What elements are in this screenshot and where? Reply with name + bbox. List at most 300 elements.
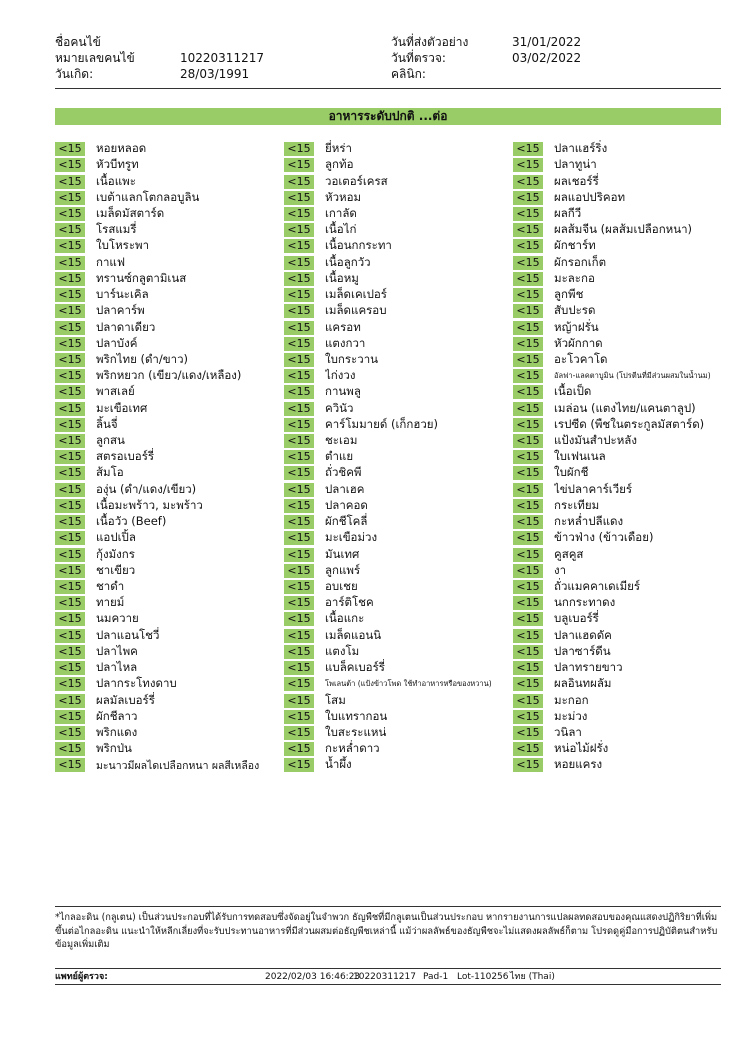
food-name: ส้มโอ [96, 465, 124, 480]
result-badge: <15 [55, 661, 85, 675]
food-row [55, 482, 280, 498]
result-badge: <15 [284, 612, 314, 626]
food-name: เนื้อแกะ [325, 611, 365, 626]
patient-name-label: ชื่อคนไข้ [55, 35, 101, 49]
result-badge: <15 [284, 239, 314, 253]
result-badge: <15 [284, 466, 314, 480]
food-name: ถั่วแมคคาเดเมียร์ [554, 579, 641, 594]
food-row [284, 401, 509, 417]
result-badge: <15 [55, 694, 85, 708]
food-name: ข้าวฟ่าง (ข้าวเดือย) [554, 530, 654, 545]
food-name: ปลาทรายขาว [554, 660, 623, 675]
food-row [513, 514, 728, 530]
food-row [513, 725, 728, 741]
food-name: ไก่งวง [325, 368, 356, 383]
food-row [55, 271, 280, 287]
food-name: หัวหอม [325, 189, 362, 204]
result-badge: <15 [513, 272, 543, 286]
result-badge: <15 [55, 239, 85, 253]
food-name: แครอท [325, 319, 361, 334]
result-badge: <15 [284, 256, 314, 270]
result-badge: <15 [284, 645, 314, 659]
food-row [513, 757, 728, 773]
result-badge: <15 [284, 629, 314, 643]
result-badge: <15 [513, 175, 543, 189]
food-name: งา [554, 562, 567, 577]
food-row [284, 417, 509, 433]
food-row [284, 725, 509, 741]
food-name: ผลเชอร์รี่ [554, 173, 599, 188]
food-name: ผลกีวี [554, 205, 582, 220]
result-badge: <15 [513, 596, 543, 610]
food-row [284, 368, 509, 384]
food-row [284, 644, 509, 660]
food-row [284, 628, 509, 644]
result-badge: <15 [284, 369, 314, 383]
food-name: ผลมัลเบอร์รี่ [96, 692, 155, 707]
food-row [55, 465, 280, 481]
food-row [513, 238, 728, 254]
food-row [284, 595, 509, 611]
food-name: หอยหลอด [96, 141, 147, 156]
food-row [55, 692, 280, 708]
food-name: ใบแทรากอน [325, 708, 388, 723]
result-badge: <15 [55, 499, 85, 513]
food-name: เนื้อนกกระทา [325, 238, 392, 253]
result-badge: <15 [284, 515, 314, 529]
food-row [513, 255, 728, 271]
food-name: ปลาแอนโชวี่ [96, 627, 160, 642]
result-badge: <15 [55, 483, 85, 497]
result-badge: <15 [55, 629, 85, 643]
food-row [513, 336, 728, 352]
food-name: ตำแย [325, 449, 354, 464]
result-badge: <15 [284, 321, 314, 335]
result-badge: <15 [55, 564, 85, 578]
result-badge: <15 [284, 661, 314, 675]
food-name: ยี่หร่า [325, 141, 352, 156]
dob-value: 28/03/1991 [180, 67, 250, 81]
food-row [513, 628, 728, 644]
food-name: พริกหยวก (เขียว/แดง/เหลือง) [96, 368, 242, 383]
food-name: เนื้อวัว (Beef) [96, 514, 167, 529]
food-name: ลูกสน [96, 433, 125, 448]
food-name: สตรอเบอร์รี่ [96, 449, 155, 464]
food-row [284, 498, 509, 514]
food-row [284, 676, 509, 692]
food-name: สับปะรด [554, 303, 596, 318]
result-badge: <15 [284, 272, 314, 286]
food-row [284, 336, 509, 352]
food-name: มะละกอ [554, 270, 595, 285]
result-badge: <15 [55, 726, 85, 740]
footnote: *ไกลอะดิน (กลูเตน) เป็นส่วนประกอบที่ได้รับการทดสอบซึ่งจัดอยู่ในจำพวก ธัญพืชที่มีกลูเตนเป็นส่วนประกอบ หากรายงานการแปลผลทดสอบของคุณแสดงปฏิกิริยาที่เพิ่มขึ้นต่อไกลอะดิน แนะนำให้หลีกเลี่ยงที่จะรับประทานอาหารที่มีส่วนผสมต่อธัญพืชเหล่านี้ แม้ว่าผลลัพธ์ของธัญพืชจะไม่แสดงผลลัพธ์ก็ตาม โปรดดูคู่มือการปฏิบัติตนสำหรับข้อมูลเพิ่มเติม [55, 912, 718, 950]
result-badge: <15 [513, 158, 543, 172]
result-badge: <15 [55, 402, 85, 416]
food-row [513, 287, 728, 303]
result-badge: <15 [55, 272, 85, 286]
food-row [55, 141, 280, 157]
result-badge: <15 [55, 548, 85, 562]
food-name: บลูเบอร์รี่ [554, 611, 599, 626]
food-row [513, 449, 728, 465]
food-row [284, 319, 509, 335]
food-row [55, 319, 280, 335]
food-name: โพเลนต้า (แป้งข้าวโพด ใช้ทำอาหารหรือของหวาน) [325, 679, 492, 689]
footer-page: Pad-1 [423, 972, 449, 982]
food-name: ผลอินทผลัม [554, 676, 612, 691]
result-badge: <15 [55, 742, 85, 756]
result-badge: <15 [55, 191, 85, 205]
result-badge: <15 [284, 564, 314, 578]
patient-id-value: 10220311217 [180, 51, 264, 65]
food-row [55, 514, 280, 530]
test-date-label: วันที่ตรวจ: [391, 51, 446, 65]
food-row [513, 546, 728, 562]
food-name: ปลาแฮร์ริ่ง [554, 141, 608, 156]
food-row [513, 417, 728, 433]
food-name: ผักชีลาว [96, 708, 138, 723]
result-badge: <15 [55, 758, 85, 772]
food-row [284, 579, 509, 595]
food-row [513, 498, 728, 514]
food-row [55, 352, 280, 368]
food-name: พริกแดง [96, 724, 138, 739]
result-badge: <15 [55, 710, 85, 724]
result-badge: <15 [55, 142, 85, 156]
food-name: ทายม์ [96, 595, 125, 610]
food-row [55, 173, 280, 189]
food-row [284, 303, 509, 319]
food-name: เมล็ดแครอบ [325, 303, 387, 318]
food-name: โรสแมรี่ [96, 222, 137, 237]
food-name: ลูกพีช [554, 287, 584, 302]
food-name: กระเทียม [554, 497, 600, 512]
food-name: ผักชาร์ท [554, 238, 596, 253]
result-badge: <15 [284, 434, 314, 448]
result-badge: <15 [55, 645, 85, 659]
footer-patient-id: 10220311217 [353, 972, 416, 982]
food-name: ผักชีโคลี่ [325, 514, 368, 529]
result-badge: <15 [513, 677, 543, 691]
test-date-value: 03/02/2022 [512, 51, 582, 65]
food-row [284, 433, 509, 449]
food-row [284, 157, 509, 173]
food-name: แป้งมันสำปะหลัง [554, 433, 637, 448]
food-row [284, 757, 509, 773]
result-badge: <15 [513, 661, 543, 675]
food-name: ปลาคอด [325, 497, 368, 512]
food-row [513, 206, 728, 222]
food-row [513, 368, 728, 384]
food-row [55, 644, 280, 660]
result-badge: <15 [55, 158, 85, 172]
result-badge: <15 [513, 645, 543, 659]
food-name: ลิ้นจี่ [96, 416, 118, 431]
food-row [513, 384, 728, 400]
food-name: ชาดำ [96, 579, 125, 594]
food-name: นมควาย [96, 611, 139, 626]
result-badge: <15 [284, 677, 314, 691]
footer-top-line [55, 968, 721, 969]
food-name: ผลส้มจีน (ผลส้มเปลือกหนา) [554, 222, 693, 237]
result-badge: <15 [284, 288, 314, 302]
food-row [513, 676, 728, 692]
food-name: นกกระทาดง [554, 595, 616, 610]
food-name: พริกป่น [96, 741, 132, 756]
food-row [284, 206, 509, 222]
food-row [513, 352, 728, 368]
food-name: ถั่วชิคพี [325, 465, 362, 480]
result-badge: <15 [513, 418, 543, 432]
food-row [284, 546, 509, 562]
result-badge: <15 [55, 321, 85, 335]
result-badge: <15 [55, 580, 85, 594]
food-name: ปลาทูน่า [554, 157, 597, 172]
food-name: หัวบีทรูท [96, 157, 139, 172]
food-row [55, 287, 280, 303]
food-row [55, 530, 280, 546]
result-badge: <15 [55, 434, 85, 448]
food-name: ใบสะระแหน่ [325, 724, 387, 739]
food-row [55, 222, 280, 238]
food-name: มะนาวมีผลไดเปลือกหนา ผลสีเหลือง [96, 759, 260, 772]
food-name: มะเขือเทศ [96, 400, 148, 415]
food-name: ลูกท้อ [325, 157, 354, 172]
food-row [513, 303, 728, 319]
food-name: แตงโม [325, 643, 360, 658]
result-badge: <15 [513, 450, 543, 464]
food-row [55, 190, 280, 206]
result-badge: <15 [55, 418, 85, 432]
food-name: เมล็ดแอนนิ [325, 627, 382, 642]
food-row [284, 741, 509, 757]
food-name: หญ้าฝรั่น [554, 319, 599, 334]
food-row [284, 173, 509, 189]
food-name: ใบโหระพา [96, 238, 150, 253]
food-name: เนื้อเป็ด [554, 384, 592, 399]
result-badge: <15 [284, 580, 314, 594]
food-name: ชาเขียว [96, 562, 136, 577]
result-badge: <15 [513, 304, 543, 318]
food-name: แบล็คเบอร์รี่ [325, 660, 385, 675]
result-badge: <15 [513, 288, 543, 302]
food-row [55, 725, 280, 741]
food-name: หน่อไม้ฝรั่ง [554, 741, 609, 756]
result-badge: <15 [284, 385, 314, 399]
result-badge: <15 [513, 239, 543, 253]
food-name: เนื้อหมู [325, 270, 359, 285]
food-name: วอเตอร์เครส [325, 173, 388, 188]
result-badge: <15 [55, 531, 85, 545]
result-badge: <15 [513, 142, 543, 156]
food-row [55, 157, 280, 173]
food-column-2 [284, 141, 509, 774]
food-name: อะโวคาโด [554, 351, 608, 366]
food-name: กาแฟ [96, 254, 125, 269]
result-badge: <15 [513, 256, 543, 270]
food-name: อบเชย [325, 579, 358, 594]
food-row [513, 465, 728, 481]
result-badge: <15 [513, 483, 543, 497]
result-badge: <15 [513, 402, 543, 416]
result-badge: <15 [55, 288, 85, 302]
result-badge: <15 [284, 158, 314, 172]
food-name: มันเทศ [325, 546, 360, 561]
food-name: เมล็ดมัสตาร์ด [96, 205, 165, 220]
result-badge: <15 [513, 434, 543, 448]
food-row [55, 433, 280, 449]
food-row [513, 482, 728, 498]
result-badge: <15 [513, 726, 543, 740]
result-badge: <15 [284, 450, 314, 464]
result-badge: <15 [513, 369, 543, 383]
food-row [284, 255, 509, 271]
food-row [284, 611, 509, 627]
food-row [55, 336, 280, 352]
food-row [284, 514, 509, 530]
food-name: พริกไทย (ดำ/ขาว) [96, 351, 189, 366]
food-name: ปลากระโทงดาบ [96, 676, 177, 691]
header-divider [55, 88, 721, 89]
food-row [513, 530, 728, 546]
food-row [55, 303, 280, 319]
result-badge: <15 [284, 304, 314, 318]
food-row [55, 628, 280, 644]
food-name: ปลาไพค [96, 643, 138, 658]
food-name: เบต้าแลกโตกลอบูลิน [96, 189, 200, 204]
food-name: เนื้อไก่ [325, 222, 357, 237]
food-row [284, 287, 509, 303]
result-badge: <15 [55, 207, 85, 221]
food-row [284, 141, 509, 157]
result-badge: <15 [513, 499, 543, 513]
result-badge: <15 [513, 321, 543, 335]
food-name: พาสเลย์ [96, 384, 135, 399]
food-row [55, 401, 280, 417]
food-name: กะหล่ำปลีแดง [554, 514, 624, 529]
result-badge: <15 [55, 369, 85, 383]
result-badge: <15 [55, 596, 85, 610]
food-name: ปลาซาร์ดีน [554, 643, 611, 658]
food-name: ใบเฟนเนล [554, 449, 606, 464]
food-name: วนิลา [554, 724, 582, 739]
food-row [55, 384, 280, 400]
food-name: แอปเปิ้ล [96, 530, 136, 545]
food-name: ไข่ปลาคาร์เวียร์ [554, 481, 633, 496]
food-row [513, 222, 728, 238]
food-name: ปลาดาเดียว [96, 319, 156, 334]
food-name: กานพลู [325, 384, 361, 399]
result-badge: <15 [513, 629, 543, 643]
food-row [513, 433, 728, 449]
food-name: กุ้งมังกร [96, 546, 135, 561]
sample-date-label: วันที่ส่งตัวอย่าง [391, 35, 469, 49]
food-row [513, 644, 728, 660]
result-badge: <15 [513, 580, 543, 594]
result-badge: <15 [284, 402, 314, 416]
food-row [55, 595, 280, 611]
food-name: เกาลัด [325, 205, 357, 220]
food-row [284, 384, 509, 400]
section-title: อาหารระดับปกติ ...ต่อ [55, 108, 721, 125]
result-badge: <15 [513, 612, 543, 626]
food-row [284, 482, 509, 498]
food-name: ลูกแพร์ [325, 562, 361, 577]
food-row [55, 611, 280, 627]
food-name: ผลแอปปริคอท [554, 189, 626, 204]
result-badge: <15 [513, 466, 543, 480]
food-name: องุ่น (ดำ/แดง/เขียว) [96, 481, 197, 496]
food-name: มะเขือม่วง [325, 530, 378, 545]
food-name: โสม [325, 692, 346, 707]
food-name: อาร์ติโชค [325, 595, 374, 610]
result-badge: <15 [55, 337, 85, 351]
result-badge: <15 [55, 175, 85, 189]
result-badge: <15 [513, 223, 543, 237]
result-badge: <15 [284, 596, 314, 610]
food-row [284, 530, 509, 546]
result-badge: <15 [284, 499, 314, 513]
food-row [513, 660, 728, 676]
result-badge: <15 [284, 175, 314, 189]
result-badge: <15 [513, 353, 543, 367]
food-row [55, 498, 280, 514]
result-badge: <15 [55, 304, 85, 318]
food-row [55, 741, 280, 757]
clinic-label: คลินิก: [391, 67, 426, 81]
food-row [55, 546, 280, 562]
result-badge: <15 [513, 564, 543, 578]
result-badge: <15 [513, 710, 543, 724]
food-row [55, 449, 280, 465]
food-row [513, 741, 728, 757]
result-badge: <15 [284, 207, 314, 221]
food-row [284, 563, 509, 579]
result-badge: <15 [284, 191, 314, 205]
food-name: มะกอก [554, 692, 589, 707]
result-badge: <15 [55, 612, 85, 626]
result-badge: <15 [284, 223, 314, 237]
result-badge: <15 [513, 385, 543, 399]
food-row [513, 692, 728, 708]
food-row [55, 417, 280, 433]
food-row [55, 676, 280, 692]
food-row [284, 222, 509, 238]
food-name: แตงกวา [325, 335, 366, 350]
food-row [284, 660, 509, 676]
food-name: เมล็ดเคเปอร์ [325, 287, 387, 302]
food-name: อัลฟา-แลคตาบูมิน (โปรตีนที่มีส่วนผสมในน้ำนม) [554, 371, 711, 381]
result-badge: <15 [284, 742, 314, 756]
result-badge: <15 [55, 450, 85, 464]
food-name: น้ำผึ้ง [325, 757, 352, 772]
food-row [284, 692, 509, 708]
footnote-divider [55, 906, 721, 907]
result-badge: <15 [55, 677, 85, 691]
food-row [513, 271, 728, 287]
result-badge: <15 [284, 548, 314, 562]
food-row [284, 352, 509, 368]
result-badge: <15 [513, 207, 543, 221]
food-name: กะหล่ำดาว [325, 741, 380, 756]
footer-language: ไทย (Thai) [510, 972, 555, 982]
result-badge: <15 [55, 256, 85, 270]
doctor-label: แพทย์ผู้ตรวจ: [55, 972, 108, 982]
footer-bottom-line [55, 984, 721, 985]
sample-date-value: 31/01/2022 [512, 35, 582, 49]
food-column-1 [55, 141, 280, 774]
